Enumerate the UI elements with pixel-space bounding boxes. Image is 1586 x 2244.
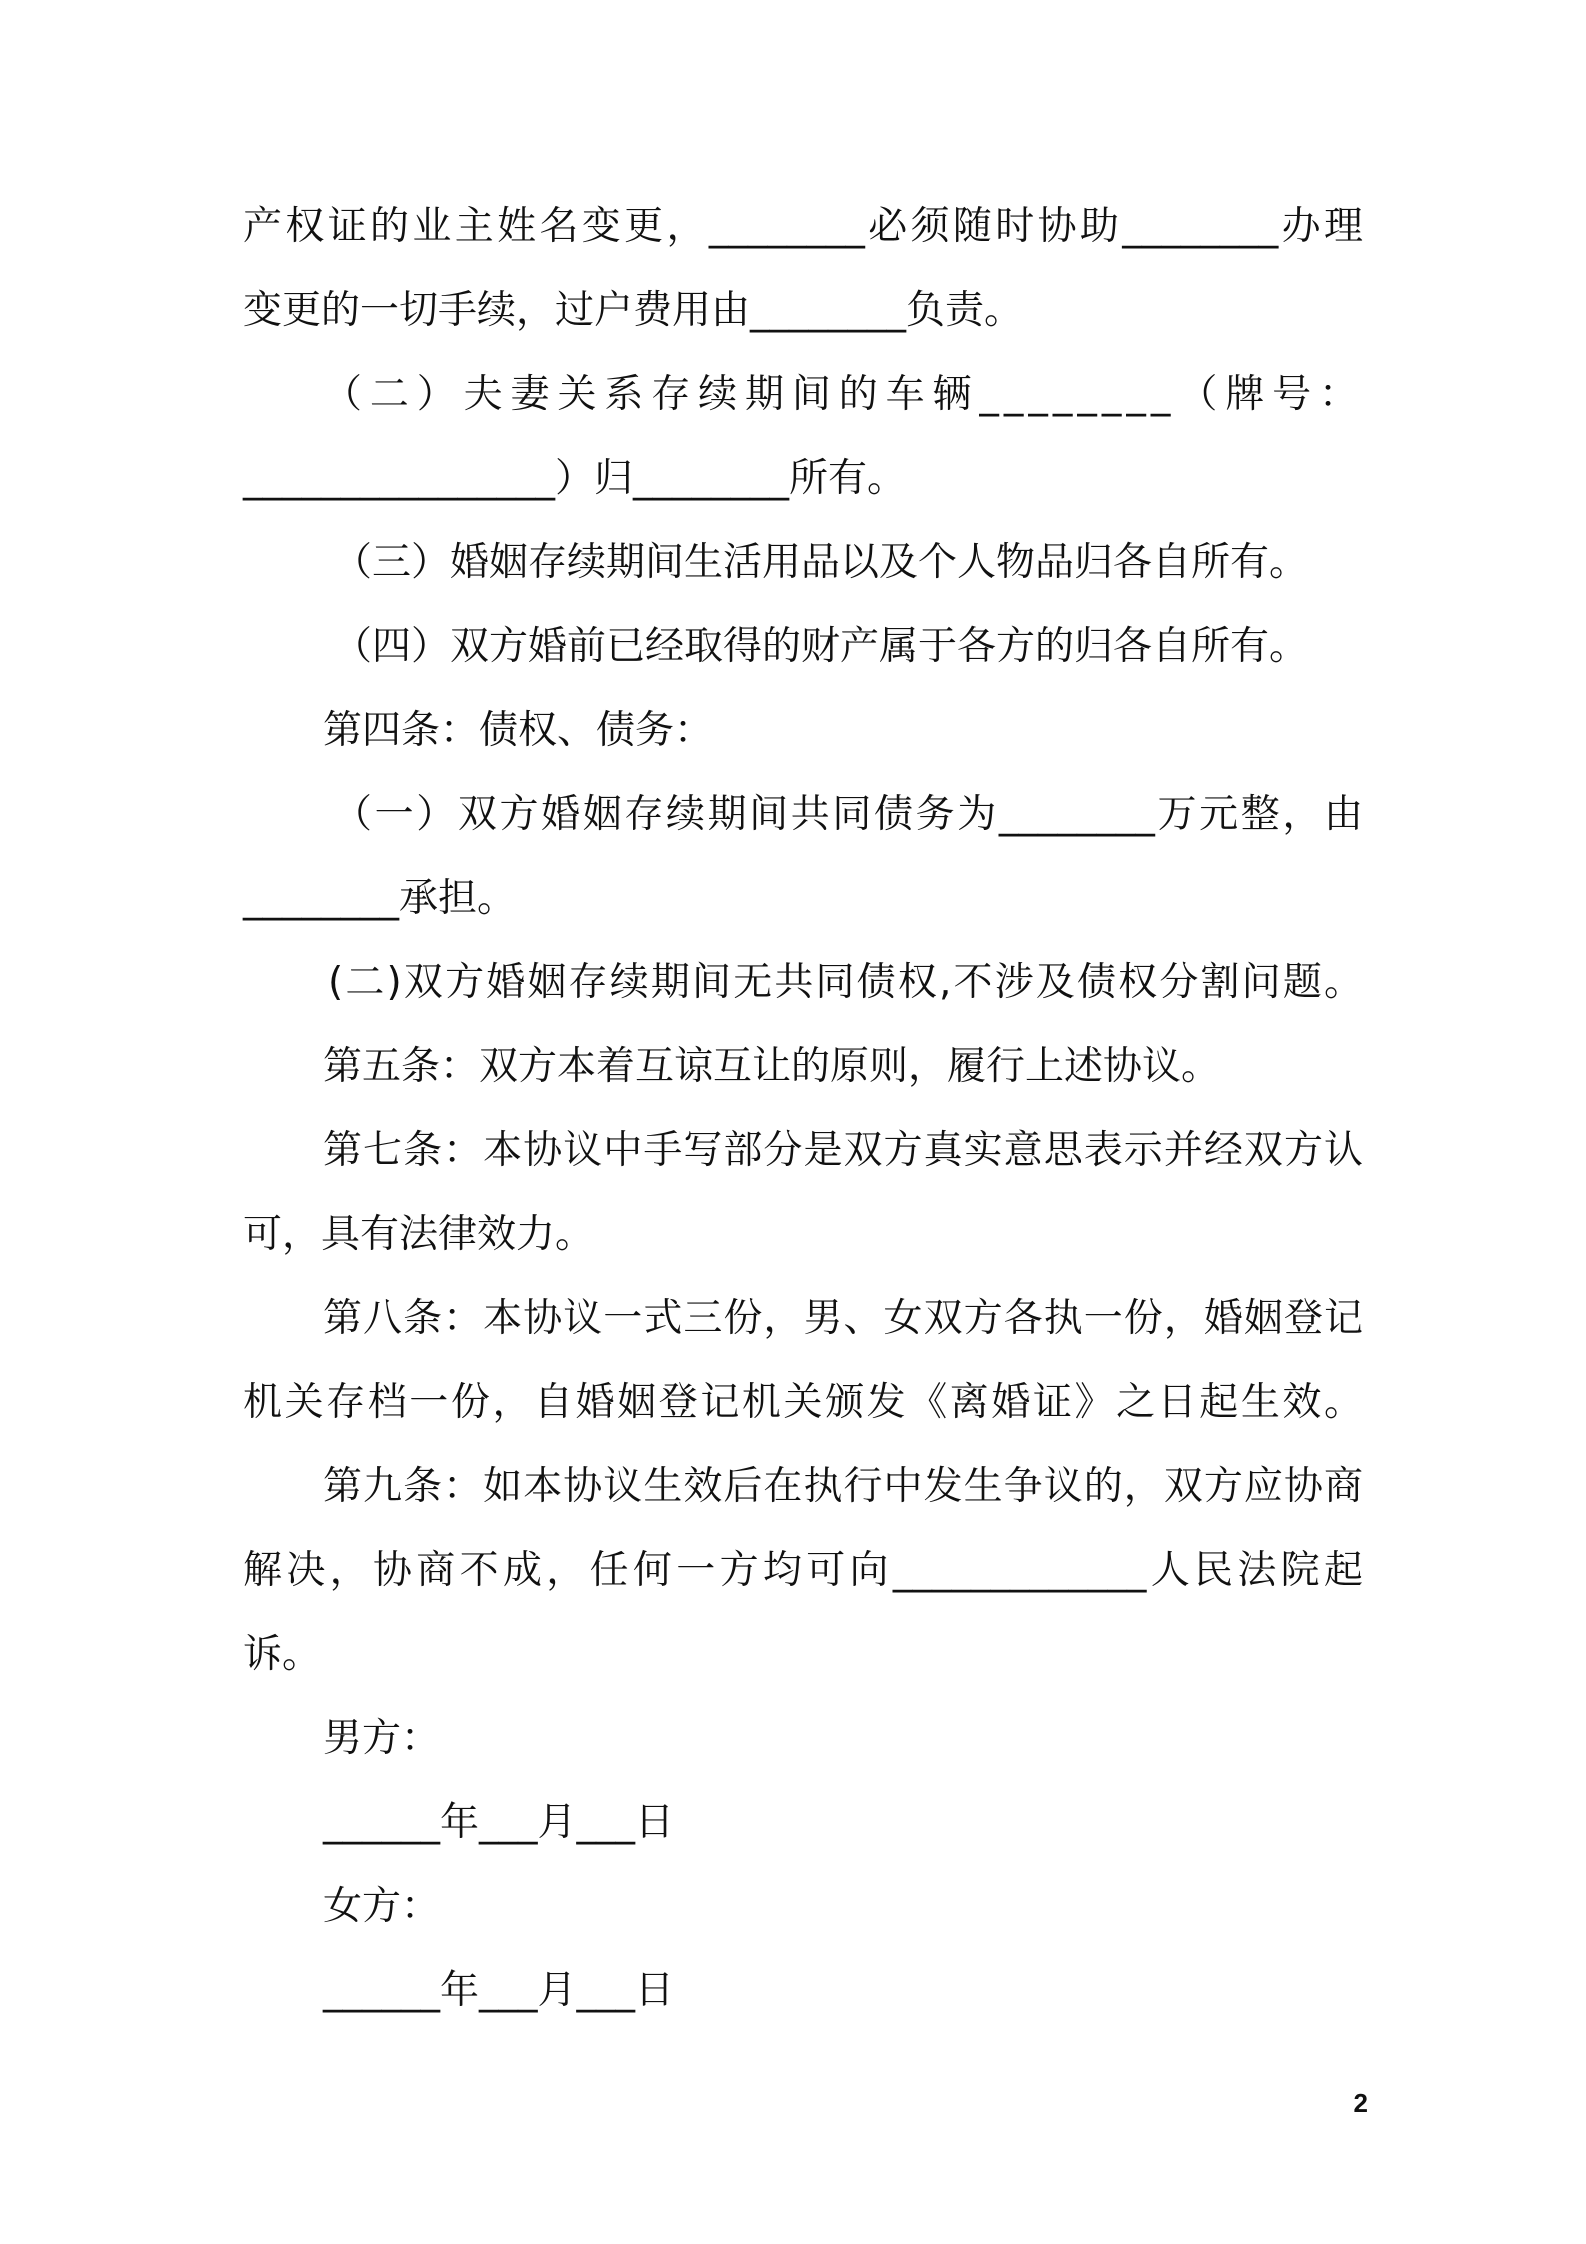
text-line-15: 机关存档一份，自婚姻登记机关颁发《离婚证》之日起生效。 bbox=[243, 1380, 1363, 1425]
text-line-17: 解决，协商不成，任何一方均可向_____________人民法院起 bbox=[243, 1548, 1363, 1593]
text-line-8: （一）双方婚姻存续期间共同债务为________万元整，由 bbox=[333, 792, 1363, 837]
female-date-line: ______年___月___日 bbox=[323, 1968, 675, 2013]
text-line-5: （三）婚姻存续期间生活用品以及个人物品归各自所有。 bbox=[333, 540, 1309, 585]
text-line-1: 产权证的业主姓名变更，________必须随时协助________办理 bbox=[243, 204, 1363, 249]
text-line-16: 第九条：如本协议生效后在执行中发生争议的，双方应协商 bbox=[323, 1464, 1363, 1509]
text-line-11: 第五条：双方本着互谅互让的原则，履行上述协议。 bbox=[323, 1044, 1221, 1089]
text-line-12: 第七条：本协议中手写部分是双方真实意思表示并经双方认 bbox=[323, 1128, 1363, 1173]
text-line-4: ________________）归________所有。 bbox=[243, 456, 907, 501]
text-line-6: （四）双方婚前已经取得的财产属于各方的归各自所有。 bbox=[333, 624, 1309, 669]
text-line-2: 变更的一切手续，过户费用由________负责。 bbox=[243, 288, 1024, 333]
text-line-14: 第八条：本协议一式三份，男、女双方各执一份，婚姻登记 bbox=[323, 1296, 1363, 1341]
text-line-3: （二）夫妻关系存续期间的车辆________（牌号： bbox=[323, 372, 1363, 417]
male-date-line: ______年___月___日 bbox=[323, 1800, 675, 1845]
text-line-7: 第四条：债权、债务： bbox=[323, 708, 714, 753]
text-line-9: ________承担。 bbox=[243, 876, 517, 921]
text-line-18: 诉。 bbox=[243, 1632, 322, 1677]
text-line-13: 可，具有法律效力。 bbox=[243, 1212, 595, 1257]
page-number: 2 bbox=[1353, 2088, 1368, 2118]
male-party-label: 男方： bbox=[323, 1716, 441, 1761]
female-party-label: 女方： bbox=[323, 1884, 441, 1929]
text-line-10: (二)双方婚姻存续期间无共同债权,不涉及债权分割问题。 bbox=[328, 960, 1363, 1005]
